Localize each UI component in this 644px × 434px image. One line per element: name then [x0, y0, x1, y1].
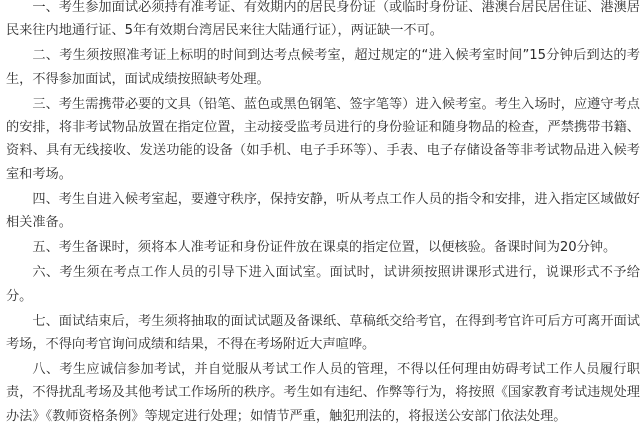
- rule-paragraph-4: 四、考生自进入候考室起，要遵守秩序，保持安静，听从考点工作人员的指令和安排，进入指定区域做好相关准备。: [6, 191, 640, 231]
- rule-paragraph-7: 七、面试结束后，考生须将抽取的面试试题及备课纸、草稿纸交给考官，在得到考官许可后方可离开面试考场，不得向考官询问成绩和结果，不得在考场附近大声喧哗。: [6, 313, 640, 352]
- rule-paragraph-1: 一、考生参加面试必须持有准考证、有效期内的居民身份证（或临时身份证、港澳台居民居住证、港澳居民来往内地通行证、5年有效期台湾居民来往大陆通行证），两证缺一不可。: [6, 0, 640, 39]
- rule-paragraph-2: 二、考生须按照准考证上标明的时间到达考点候考室，超过规定的“进入候考室时间”15分钟后到达的考生，不得参加面试，面试成绩按照缺考处理。: [6, 48, 640, 87]
- rule-paragraph-8: 八、考生应诚信参加考试，并自觉服从考试工作人员的管理，不得以任何理由妨碍考试工作人员履行职责，不得扰乱考场及其他考试工作场所的秩序。考生如有违纪、作弊等行为，将按照《国家教育考试违规处理办法》《教师资格条例》等规定进行处理；如情节严重，触犯刑法的，将报送公安部门依法处理。: [6, 362, 640, 424]
- rule-paragraph-5: 五、考生备课时，须将本人准考证和身份证件放在课桌的指定位置，以便核验。备课时间为20分钟。: [32, 240, 617, 256]
- rule-paragraph-3: 三、考生需携带必要的文具（铅笔、蓝色或黑色钢笔、签字笔等）进入候考室。考生入场时，应遵守考点的安排，将非考试物品放置在指定位置，主动接受监考员进行的身份验证和随身物品的检查，严禁携带书籍、资料、具有无线接收、发送功能的设备（如手机、电子手环等）、手表、电子存储设备等非考试物品进入候考室和考场。: [6, 96, 640, 182]
- rule-paragraph-6: 六、考生须在考点工作人员的引导下进入面试室。面试时，试讲须按照讲课形式进行，说课形式不予给分。: [6, 265, 640, 304]
